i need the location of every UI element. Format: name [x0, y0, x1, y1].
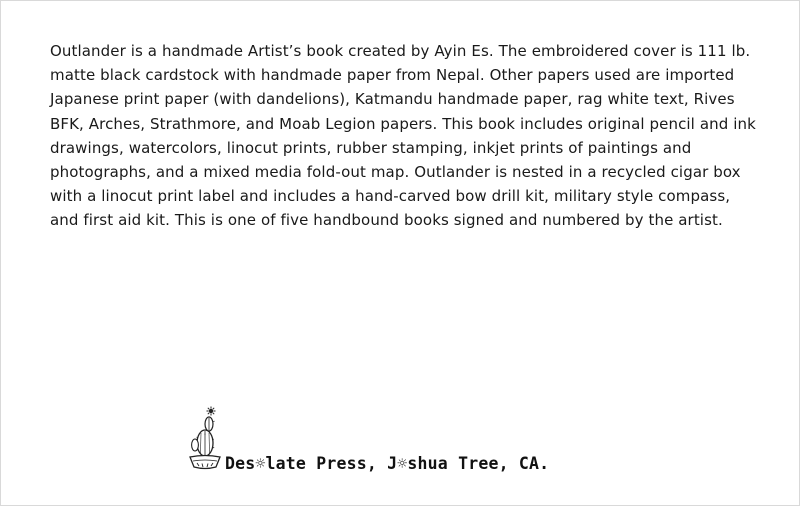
publisher-footer — [187, 405, 607, 475]
press-name: Des☼late Press, J☼shua Tree, CA. — [225, 454, 550, 473]
cactus-pot-icon — [187, 405, 223, 475]
book-description: Outlander is a handmade Artist’s book created by Ayin Es. The embroidered cover is 111 lb. matte black cardstock with handmade paper from Nepal. Other papers used are imported Japanese print paper (with dandelions), Katmandu handmade paper, rag white text, Rives BFK, Arches, Strathmore, and Moab Legion papers. This book includes original pencil and ink drawings, watercolors, linocut prints, rubber stamping, inkjet prints of paintings and photographs, and a mixed media fold-out map. Outlander is nested in a recycled cigar box with a linocut print label and includes a hand-carved bow drill kit, military style compass, and first aid kit. This is one of five handbound books signed and numbered by the artist. — [50, 42, 756, 230]
